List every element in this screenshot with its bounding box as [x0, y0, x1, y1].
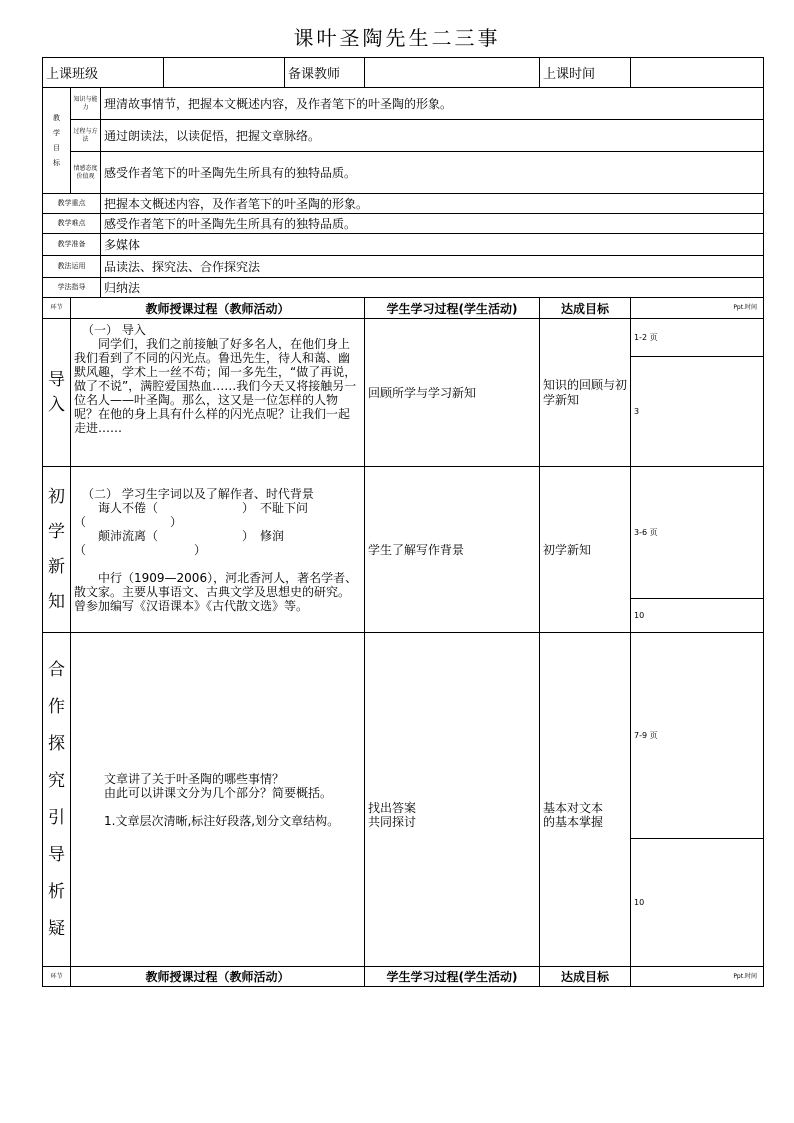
time-intro: 3 [631, 357, 764, 467]
info-row [43, 278, 764, 298]
step-header: 环节 [43, 967, 71, 987]
objective-row [43, 120, 764, 152]
step-header: 环节 [43, 298, 71, 319]
info-row [43, 214, 764, 234]
student-activity-header: 学生学习过程(学生活动) [365, 298, 540, 319]
teacher-value [365, 58, 540, 88]
ppt-time-header: Ppt.时间 [631, 298, 764, 319]
process-header-row [43, 298, 764, 319]
goal-header: 达成目标 [540, 298, 631, 319]
class-value [164, 58, 285, 88]
ppt-pages-new-knowledge: 3-6 页 [631, 467, 764, 599]
header-row [43, 58, 764, 88]
info-label: 教法运用 [43, 256, 101, 278]
time-explore: 10 [631, 839, 764, 967]
info-text: 品读法、探究法、合作探究法 [101, 256, 764, 278]
objective-sub-label: 情感态度价值观 [71, 152, 101, 194]
teacher-activity-explore: 文章讲了关于叶圣陶的哪些事情？ 由此可以讲课文分为几个部分？简要概括。 1.文章层次清晰,标注好段落,划分文章结构。 [71, 633, 365, 967]
teacher-activity-header: 教师授课过程（教师活动） [71, 967, 365, 987]
section-new-knowledge [43, 467, 764, 599]
teacher-label: 备课教师 [285, 58, 365, 88]
student-activity-explore: 找出答案 共同探讨 [365, 633, 540, 967]
info-label: 教学难点 [43, 214, 101, 234]
info-row [43, 256, 764, 278]
teacher-activity-new-knowledge: （二） 学习生字词以及了解作者、时代背景 诲人不倦（ ） 不耻下问（ ） 颠沛流离（ ） 修润（ ） 中行（1909—2006），河北香河人，著名学者、散文家。主要从事语文、古典文学及思想史的研究。曾参加编写《汉语课本》《古代散文选》等。 [71, 467, 365, 633]
time-new-knowledge: 10 [631, 599, 764, 633]
page-title: 课叶圣陶先生二三事 [293, 26, 501, 50]
goal-explore: 基本对文本 的基本掌握 [540, 633, 631, 967]
class-label: 上课班级 [43, 58, 164, 88]
teacher-activity-header: 教师授课过程（教师活动） [71, 298, 365, 319]
objective-row [43, 88, 764, 120]
student-activity-new-knowledge: 学生了解写作背景 [365, 467, 540, 633]
info-text: 感受作者笔下的叶圣陶先生所具有的独特品质。 [101, 214, 764, 234]
info-row [43, 234, 764, 256]
info-text: 归纳法 [101, 278, 764, 298]
objective-text: 通过朗读法，以读促悟，把握文章脉络。 [101, 120, 764, 152]
objectives-label: 教 学 目 标 [43, 88, 71, 194]
goal-intro: 知识的回顾与初学新知 [540, 319, 631, 467]
objective-sub-label: 过程与方法 [71, 120, 101, 152]
info-label: 学法指导 [43, 278, 101, 298]
section-explore [43, 633, 764, 839]
goal-new-knowledge: 初学新知 [540, 467, 631, 633]
info-label: 教学重点 [43, 194, 101, 214]
objective-text: 理清故事情节，把握本文概述内容，及作者笔下的叶圣陶的形象。 [101, 88, 764, 120]
info-text: 多媒体 [101, 234, 764, 256]
ppt-pages-explore: 7-9 页 [631, 633, 764, 839]
section-label-explore: 合 作 探 究 引 导 析 疑 [43, 633, 71, 967]
ppt-time-header: Ppt.时间 [631, 967, 764, 987]
time-label: 上课时间 [540, 58, 631, 88]
student-activity-intro: 回顾所学与学习新知 [365, 319, 540, 467]
section-label-intro: 导 入 [43, 319, 71, 467]
objective-row [43, 152, 764, 194]
info-text: 把握本文概述内容，及作者笔下的叶圣陶的形象。 [101, 194, 764, 214]
objective-text: 感受作者笔下的叶圣陶先生所具有的独特品质。 [101, 152, 764, 194]
info-label: 教学准备 [43, 234, 101, 256]
goal-header: 达成目标 [540, 967, 631, 987]
objective-sub-label: 知识与能力 [71, 88, 101, 120]
ppt-pages-intro: 1-2 页 [631, 319, 764, 357]
teacher-activity-intro: （一） 导入 同学们，我们之前接触了好多名人，在他们身上我们看到了不同的闪光点。鲁迅先生，待人和蔼、幽默风趣，学术上一丝不苟；闻一多先生，“做了再说，做了不说”，满腔爱国热血……我们今天又将接触另一位名人——叶圣陶。那么，这又是一位怎样的人物呢？在他的身上具有什么样的闪光点呢？让我们一起走进…… [71, 319, 365, 467]
section-label-new-knowledge: 初 学 新 知 [43, 467, 71, 633]
info-row [43, 194, 764, 214]
time-value [631, 58, 764, 88]
student-activity-header: 学生学习过程(学生活动) [365, 967, 540, 987]
process-header-row-repeat [43, 967, 764, 987]
section-intro [43, 319, 764, 357]
lesson-plan-table [42, 57, 764, 987]
